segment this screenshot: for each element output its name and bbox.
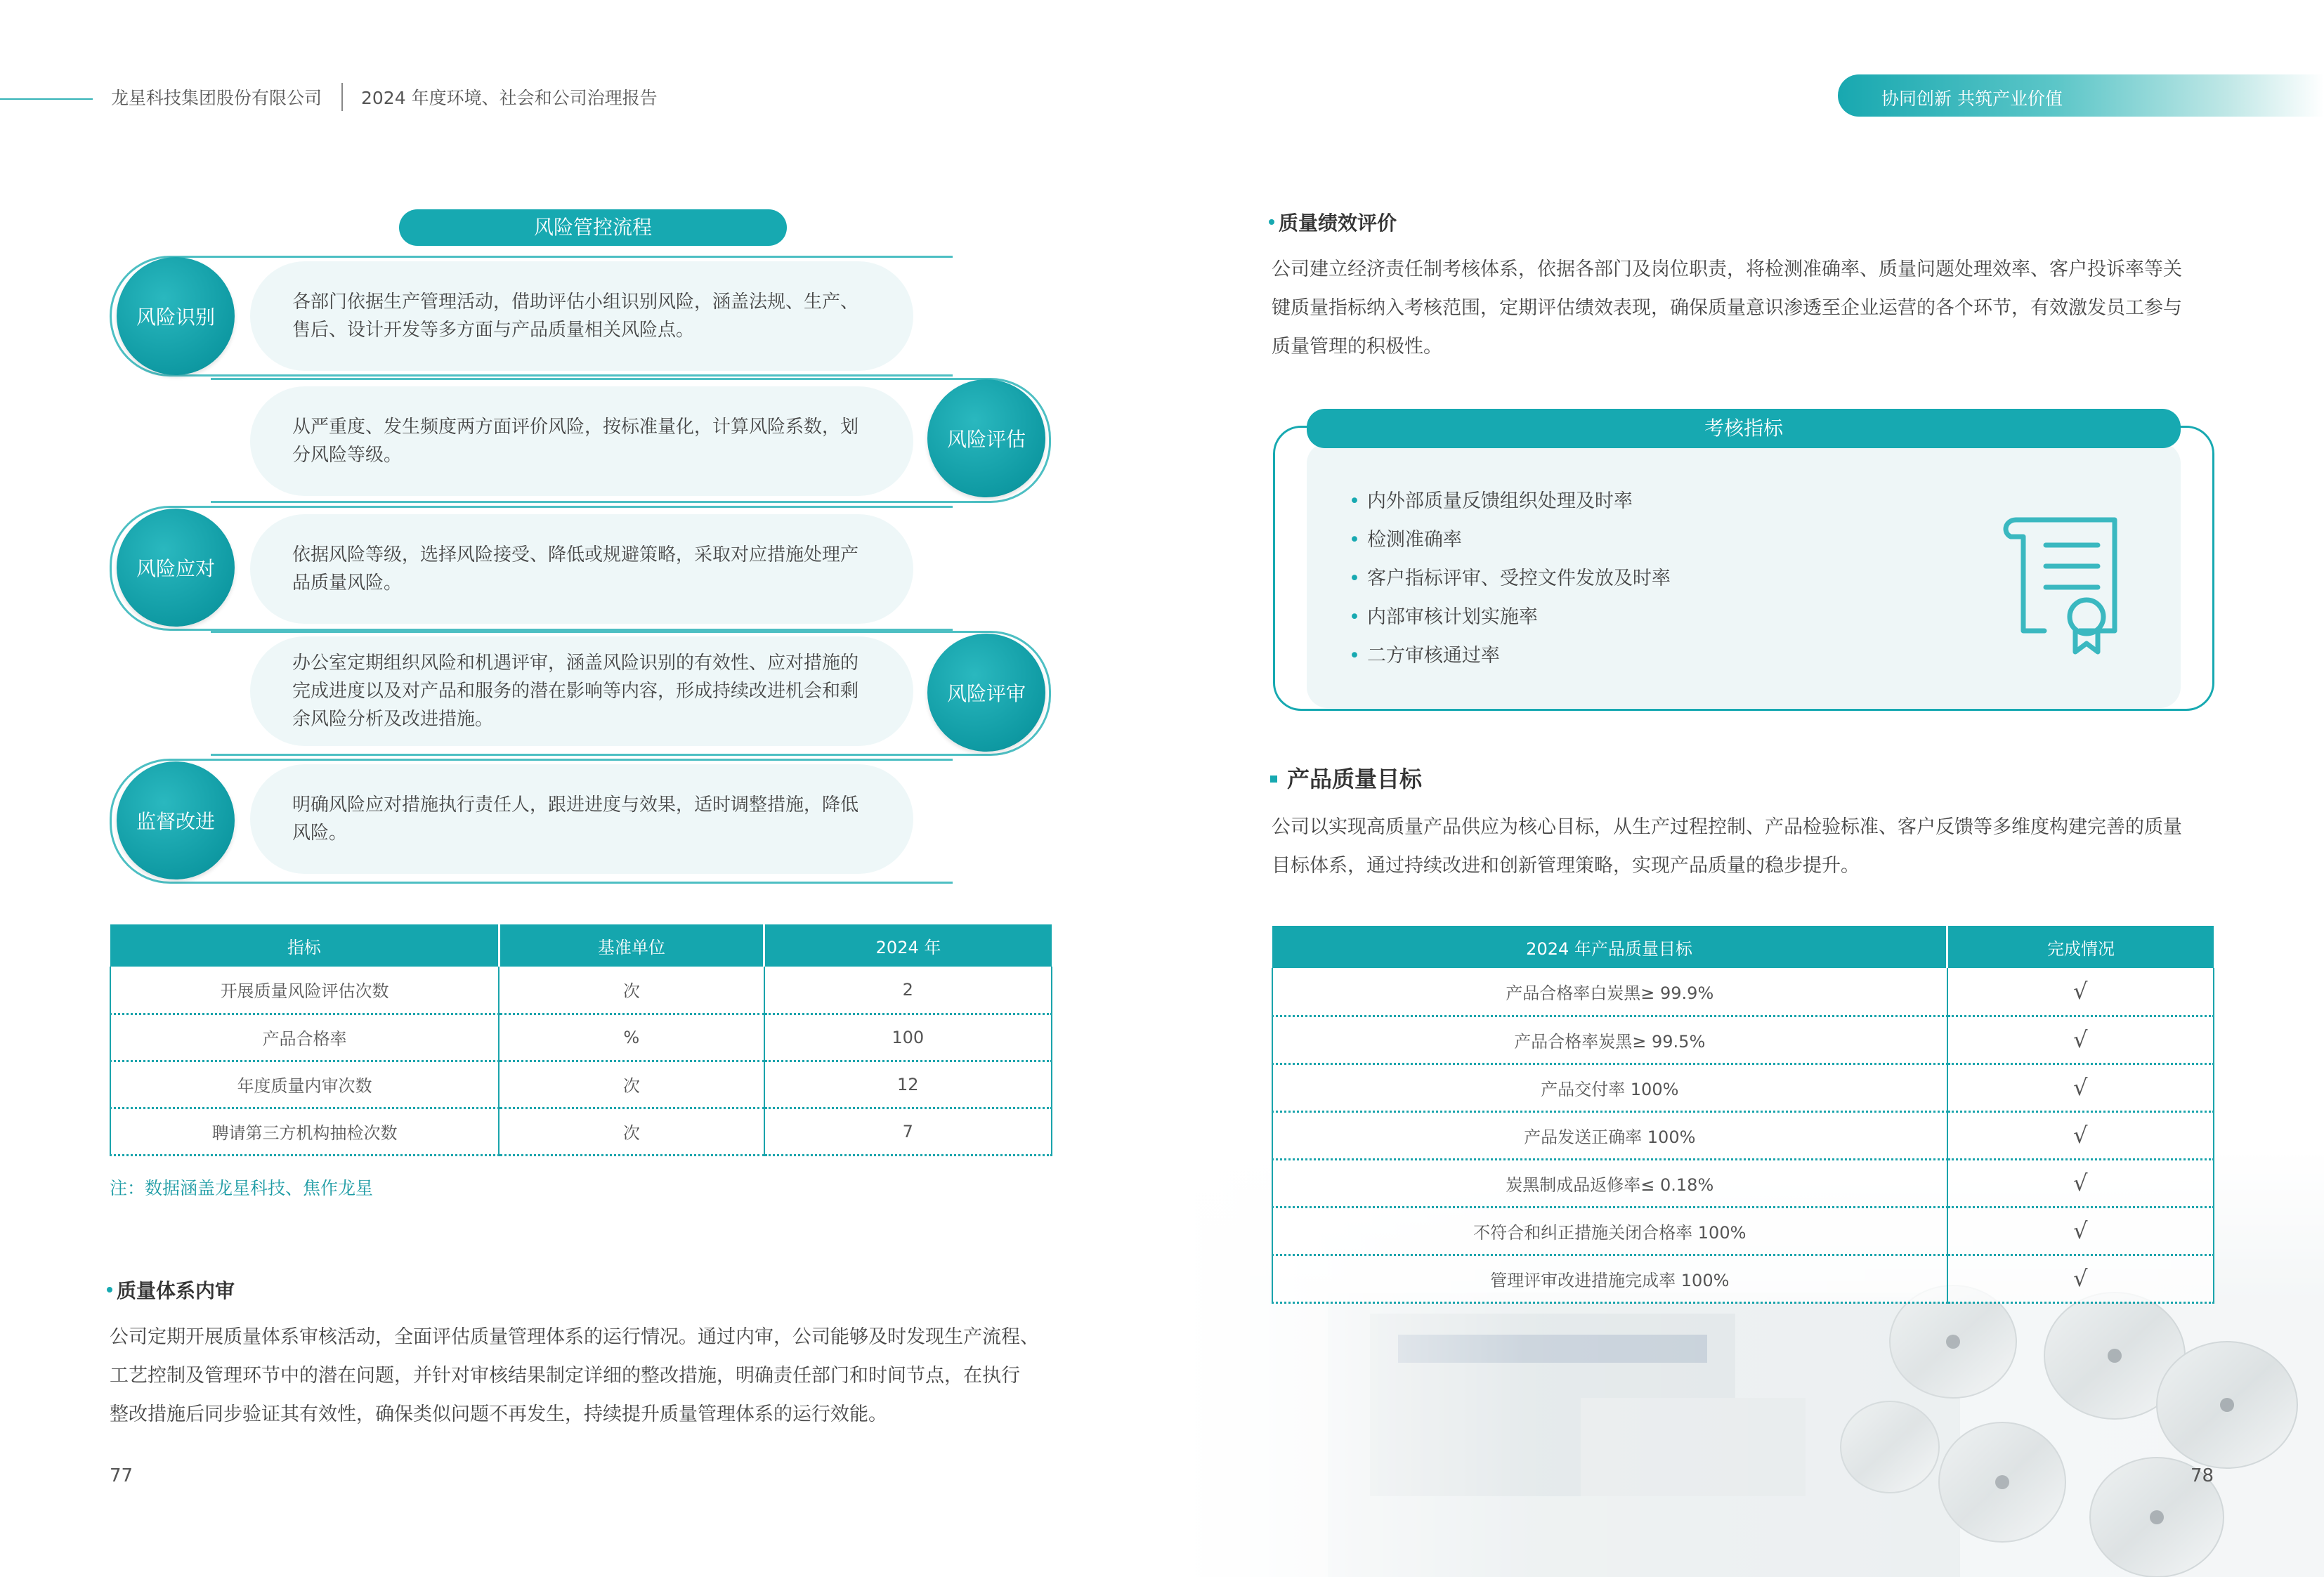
list-item: • 客户指标评审、受控文件发放及时率 [1349, 559, 1671, 598]
quality-goals-table [1272, 926, 2214, 1304]
table-header-row [110, 924, 1052, 967]
risk-step-identify: 风险识别 [117, 257, 235, 375]
performance-title [1269, 208, 1397, 236]
table-row [110, 967, 1052, 1014]
risk-step-text: 明确风险应对措施执行责任人，跟进进度与效果，适时调整措施，降低风险。 [250, 764, 913, 874]
table-cell: 炭黑制成品返修率≤ 0.18% [1272, 1159, 1947, 1207]
list-item: • 内部审核计划实施率 [1349, 598, 1671, 636]
table-row [1272, 968, 2214, 1016]
indicators-title: 考核指标 [1307, 409, 2181, 448]
indicators-list [1349, 482, 1671, 675]
table-row [1272, 1016, 2214, 1064]
header-divider [341, 83, 343, 111]
list-item: • 内外部质量反馈组织处理及时率 [1349, 482, 1671, 521]
list-item: • 二方审核通过率 [1349, 636, 1671, 675]
table-cell: 2 [764, 967, 1052, 1014]
internal-audit-title-text: 质量体系内审 [117, 1279, 235, 1302]
paragraph-line: 公司以实现高质量产品供应为核心目标，从生产过程控制、产品检验标准、客户反馈等多维度构建完善的质量 [1272, 816, 2182, 838]
list-item: • 检测准确率 [1349, 521, 1671, 559]
check-mark-icon: √ [1947, 1207, 2214, 1255]
table-cell: 12 [764, 1061, 1052, 1108]
table-header-cell: 指标 [110, 924, 499, 967]
page-number-left: 77 [110, 1465, 133, 1486]
risk-step-text: 各部门依据生产管理活动，借助评估小组识别风险，涵盖法规、生产、售后、设计开发等多方面与产品质量相关风险点。 [250, 261, 913, 371]
internal-audit-paragraph [110, 1318, 1058, 1434]
table-cell: 开展质量风险评估次数 [110, 967, 499, 1014]
table-row [1272, 1207, 2214, 1255]
risk-metrics-table [110, 924, 1052, 1156]
table-cell: 次 [499, 967, 764, 1014]
risk-step-review: 风险评审 [927, 634, 1045, 752]
check-mark-icon: √ [1947, 1064, 2214, 1111]
table-row [1272, 1111, 2214, 1159]
check-mark-icon: √ [1947, 1159, 2214, 1207]
table-cell: 产品交付率 100% [1272, 1064, 1947, 1111]
table-row [110, 1014, 1052, 1061]
check-mark-icon: √ [1947, 1016, 2214, 1064]
paragraph-line: 质量管理的积极性。 [1272, 336, 1442, 358]
table-cell: 产品合格率炭黑≥ 99.5% [1272, 1016, 1947, 1064]
table-cell: 不符合和纠正措施关闭合格率 100% [1272, 1207, 1947, 1255]
table-cell: 产品合格率白炭黑≥ 99.9% [1272, 968, 1947, 1016]
check-mark-icon: √ [1947, 968, 2214, 1016]
risk-step-assess: 风险评估 [927, 379, 1045, 497]
header-slogan-banner [1838, 74, 2324, 117]
certificate-icon [1995, 511, 2129, 659]
quality-goals-paragraph [1272, 808, 2220, 885]
table-cell: 聘请第三方机构抽检次数 [110, 1108, 499, 1155]
table-row [1272, 1159, 2214, 1207]
table-cell: 产品合格率 [110, 1014, 499, 1061]
header-accent-line [0, 98, 93, 100]
bullet-dot [1269, 219, 1274, 225]
table-cell: 管理评审改进措施完成率 100% [1272, 1255, 1947, 1302]
table-cell: % [499, 1014, 764, 1061]
table-cell: 次 [499, 1108, 764, 1155]
paragraph-line: 公司定期开展质量体系审核活动，全面评估质量管理体系的运行情况。通过内审，公司能够及时发现生产流程、 [110, 1326, 1039, 1348]
quality-goals-title [1270, 761, 1422, 794]
risk-step-text: 从严重度、发生频度两方面评价风险，按标准量化，计算风险系数，划分风险等级。 [250, 386, 913, 496]
quality-goals-title-text: 产品质量目标 [1287, 766, 1423, 792]
table-row [1272, 1255, 2214, 1302]
table-header-cell: 基准单位 [499, 924, 764, 967]
check-mark-icon: √ [1947, 1255, 2214, 1302]
risk-flow-title: 风险管控流程 [399, 209, 787, 246]
table-header-cell: 完成情况 [1947, 926, 2214, 968]
table-header-cell: 2024 年产品质量目标 [1272, 926, 1947, 968]
header-report-title: 2024 年度环境、社会和公司治理报告 [361, 88, 658, 108]
table-cell: 100 [764, 1014, 1052, 1061]
risk-step-monitor: 监督改进 [117, 761, 235, 879]
risk-step-text: 依据风险等级，选择风险接受、降低或规避策略，采取对应措施处理产品质量风险。 [250, 514, 913, 624]
page-number-right: 78 [2191, 1465, 2214, 1486]
header-company: 龙星科技集团股份有限公司 [111, 88, 322, 108]
table-row [110, 1108, 1052, 1155]
risk-table-note: 注：数据涵盖龙星科技、焦作龙星 [110, 1178, 374, 1198]
table-header-cell: 2024 年 [764, 924, 1052, 967]
check-mark-icon: √ [1947, 1111, 2214, 1159]
risk-step-respond: 风险应对 [117, 509, 235, 627]
table-row [1272, 1064, 2214, 1111]
paragraph-line: 目标体系，通过持续改进和创新管理策略，实现产品质量的稳步提升。 [1272, 855, 1860, 877]
risk-step-text: 办公室定期组织风险和机遇评审，涵盖风险识别的有效性、应对措施的完成进度以及对产品和服务的潜在影响等内容，形成持续改进机会和剩余风险分析及改进措施。 [250, 636, 913, 746]
performance-paragraph [1272, 250, 2220, 366]
table-header-row [1272, 926, 2214, 968]
bullet-dot [107, 1287, 112, 1293]
bullet-square [1270, 776, 1277, 783]
table-cell: 次 [499, 1061, 764, 1108]
performance-title-text: 质量绩效评价 [1279, 211, 1397, 235]
table-cell: 年度质量内审次数 [110, 1061, 499, 1108]
table-row [110, 1061, 1052, 1108]
paragraph-line: 键质量指标纳入考核范围，定期评估绩效表现，确保质量意识渗透至企业运营的各个环节，有效激发员工参与 [1272, 297, 2182, 319]
paragraph-line: 公司建立经济责任制考核体系，依据各部门及岗位职责，将检测准确率、质量问题处理效率、客户投诉率等关 [1272, 259, 2182, 280]
header-slogan: 协同创新 共筑产业价值 [1881, 89, 2063, 109]
table-cell: 7 [764, 1108, 1052, 1155]
paragraph-line: 整改措施后同步验证其有效性，确保类似问题不再发生，持续提升质量管理体系的运行效能。 [110, 1403, 887, 1425]
table-cell: 产品发送正确率 100% [1272, 1111, 1947, 1159]
paragraph-line: 工艺控制及管理环节中的潜在问题，并针对审核结果制定详细的整改措施，明确责任部门和时间节点，在执行 [110, 1365, 1020, 1387]
internal-audit-title [107, 1276, 235, 1304]
